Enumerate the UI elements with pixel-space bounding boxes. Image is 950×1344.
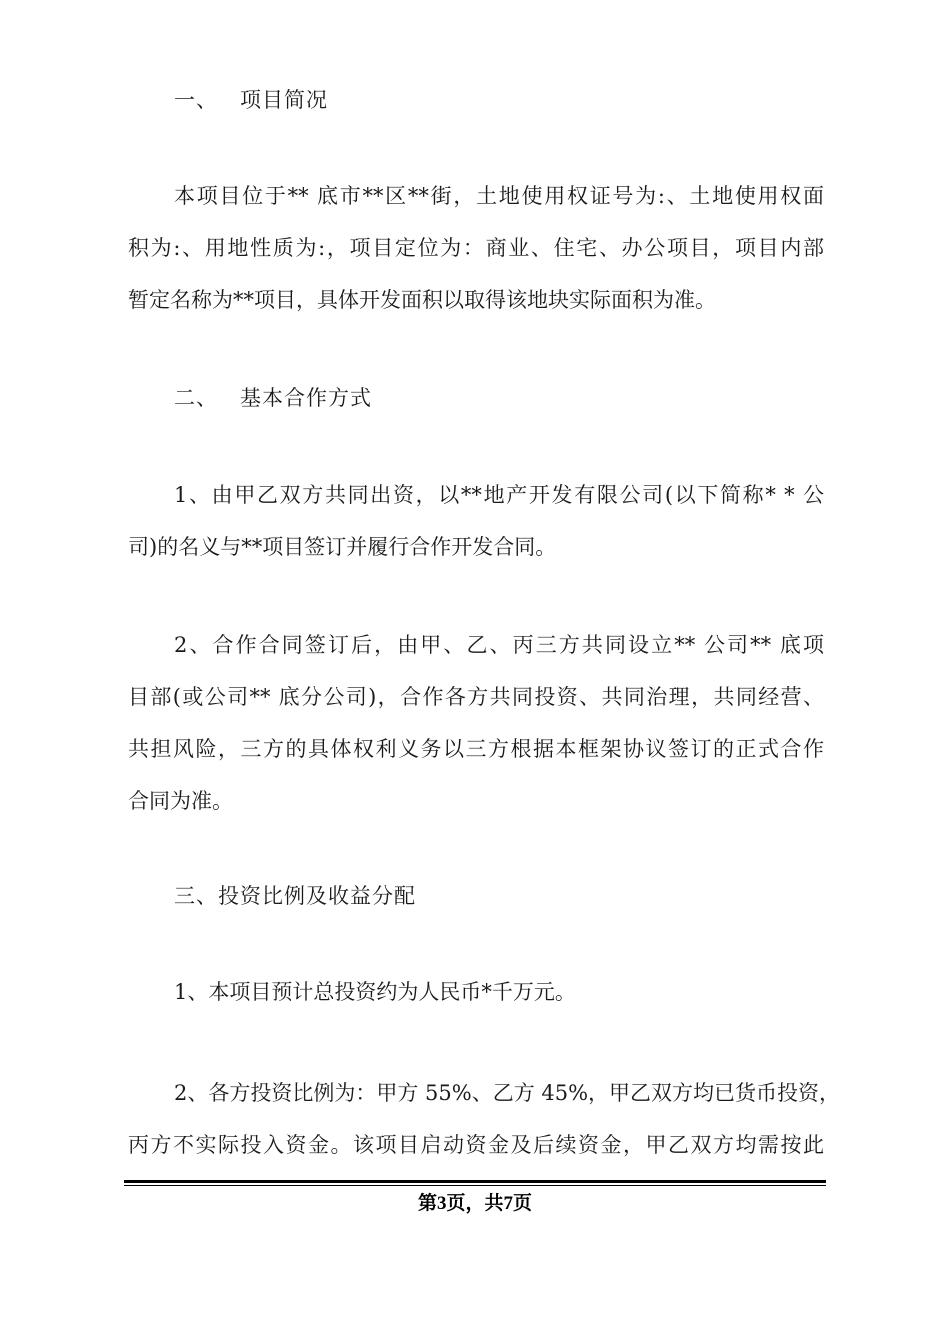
paragraph-line: 司)的名义与**项目签订并履行合作开发合同。 bbox=[128, 535, 557, 559]
paragraph-cooperation-2 bbox=[128, 619, 824, 827]
section-title: 项目简况 bbox=[240, 88, 328, 112]
paragraph-line: 1、由甲乙双方共同出资，以**地产开发有限公司(以下简称* * 公 bbox=[174, 483, 824, 507]
section-number: 一、 bbox=[174, 88, 218, 112]
paragraph-line: 合同为准。 bbox=[128, 789, 233, 813]
section-title: 基本合作方式 bbox=[240, 386, 372, 410]
paragraph-line: 暂定名称为**项目，具体开发面积以取得该地块实际面积为准。 bbox=[128, 288, 716, 312]
paragraph-line: 共担风险，三方的具体权利义务以三方根据本框架协议签订的正式合作 bbox=[128, 737, 824, 761]
page-number: 第3页，共7页 bbox=[417, 1193, 532, 1214]
paragraph-investment-2 bbox=[128, 1067, 841, 1171]
paragraph-project-overview bbox=[128, 170, 824, 326]
footer-divider bbox=[124, 1180, 826, 1186]
paragraph-cooperation-1 bbox=[128, 469, 824, 573]
section-number: 二、 bbox=[174, 386, 218, 410]
paragraph-line: 1、本项目预计总投资约为人民币*千万元。 bbox=[174, 980, 576, 1004]
section-heading-2 bbox=[174, 382, 372, 412]
paragraph-line: 积为:、用地性质为:，项目定位为：商业、住宅、办公项目，项目内部 bbox=[128, 236, 824, 260]
section-heading-3 bbox=[174, 880, 416, 910]
paragraph-line: 2、合作合同签订后，由甲、乙、丙三方共同设立** 公司** 底项 bbox=[174, 633, 824, 657]
paragraph-line: 丙方不实际投入资金。该项目启动资金及后续资金，甲乙双方均需按此 bbox=[128, 1133, 824, 1157]
paragraph-investment-1 bbox=[128, 966, 824, 1018]
paragraph-line: 2、各方投资比例为：甲方 55%、乙方 45%，甲乙双方均已货币投资， bbox=[174, 1081, 841, 1105]
section-heading-1 bbox=[174, 84, 328, 114]
section-title: 投资比例及收益分配 bbox=[218, 884, 416, 908]
paragraph-line: 目部(或公司** 底分公司)，合作各方共同投资、共同治理，共同经营、 bbox=[128, 685, 824, 709]
section-number: 三、 bbox=[174, 884, 218, 908]
paragraph-line: 本项目位于** 底市**区**街，土地使用权证号为:、土地使用权面 bbox=[174, 184, 824, 208]
